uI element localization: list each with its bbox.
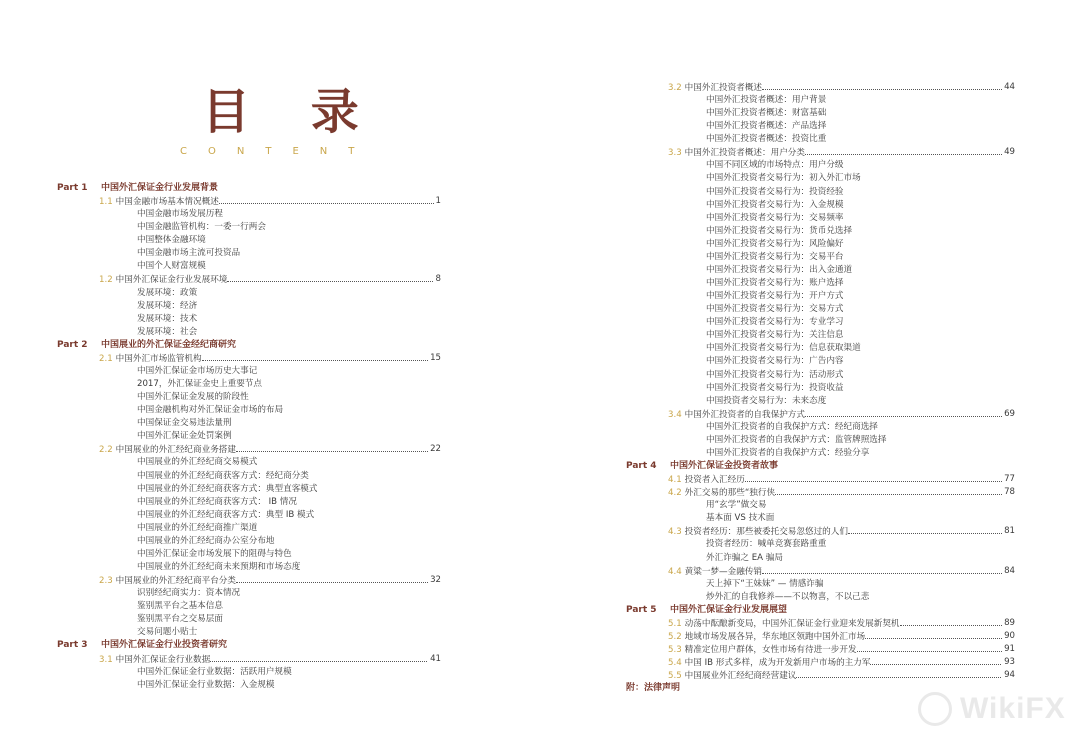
toc-section-entry[interactable] xyxy=(668,408,1015,421)
sub-item-text: 投资者经历：喊单竞赛套路重重 xyxy=(706,539,827,550)
sub-item-text: 中国外汇投资者交易行为：投资收益 xyxy=(706,382,844,393)
part-label: Part 1 xyxy=(57,183,88,193)
section-title: 动荡中酝酿新变局，中国外汇保证金行业迎来发展新契机 xyxy=(684,618,900,629)
sub-item-text: 发展环境：社会 xyxy=(137,326,198,337)
toc-sub-item xyxy=(137,509,314,522)
sub-item-text: 中国展业的外汇经纪商获客方式： IB 情况 xyxy=(137,496,297,507)
dot-leader xyxy=(762,565,1002,574)
page-number: 91 xyxy=(1004,644,1015,654)
toc-sub-item xyxy=(706,342,861,355)
page-number: 41 xyxy=(430,653,441,664)
toc-sub-item xyxy=(706,578,824,591)
toc-sub-item xyxy=(706,199,844,212)
toc-sub-item xyxy=(137,300,197,313)
page-number: 94 xyxy=(1004,670,1015,681)
toc-section-entry[interactable] xyxy=(668,630,1015,643)
sub-item-text: 2017，外汇保证金史上重要节点 xyxy=(137,379,262,390)
toc-sub-item xyxy=(706,499,766,512)
toc-sub-item xyxy=(137,561,300,574)
section-number: 1.1 xyxy=(99,197,113,208)
dot-leader xyxy=(236,443,428,452)
sub-item-text: 中国外汇投资者交易行为：交易频率 xyxy=(706,212,844,223)
sub-item-text: 识别经纪商实力：资本情况 xyxy=(137,588,241,599)
dot-leader xyxy=(202,352,428,361)
toc-sub-item xyxy=(137,378,262,391)
sub-item-text: 中国外汇投资者交易行为：信息获取渠道 xyxy=(706,343,861,354)
sub-item-text: 中国外汇保证金市场发展下的阻碍与特色 xyxy=(137,548,292,559)
toc-part-heading[interactable] xyxy=(626,682,681,695)
sub-item-text: 交易问题小贴士 xyxy=(137,627,198,638)
sub-item-text: 用“玄学”做交易 xyxy=(706,500,767,511)
toc-sub-item xyxy=(137,548,292,561)
page-title: 目 录 xyxy=(202,84,381,140)
section-number: 3.4 xyxy=(668,409,682,420)
toc-sub-item xyxy=(137,287,197,300)
sub-item-text: 中国外汇保证金市场历史大事记 xyxy=(137,365,258,376)
sub-item-text: 外汇诈骗之 EA 骗局 xyxy=(706,552,783,563)
toc-sub-item xyxy=(706,538,826,551)
section-number: 4.3 xyxy=(668,527,682,538)
sub-item-text: 中国外汇投资者交易行为：专业学习 xyxy=(706,317,844,328)
toc-section-entry[interactable] xyxy=(668,669,1015,682)
sub-item-text: 中国展业的外汇经纪商办公室分布地 xyxy=(137,535,275,546)
section-title: 投资者入汇经历 xyxy=(684,475,745,486)
sub-item-text: 中国金融监管机构：一委一行两会 xyxy=(137,222,266,233)
sub-item-text: 天上掉下“王妹妹” — 情感诈骗 xyxy=(706,578,824,589)
toc-section-entry[interactable] xyxy=(668,565,1015,578)
part-label: Part 3 xyxy=(57,640,88,651)
sub-item-text: 中国外汇保证金处罚案例 xyxy=(137,431,232,442)
toc-sub-item xyxy=(137,613,223,626)
toc-sub-item xyxy=(706,355,844,368)
sub-item-text: 中国外汇保证金发展的阶段性 xyxy=(137,392,249,403)
toc-sub-item xyxy=(137,417,232,430)
toc-sub-item xyxy=(706,303,844,316)
watermark xyxy=(918,690,1068,730)
toc-sub-item xyxy=(137,679,275,692)
toc-sub-item xyxy=(706,290,844,303)
toc-section-entry[interactable] xyxy=(668,81,1015,94)
sub-item-text: 中国展业的外汇经纪商未来预期和市场态度 xyxy=(137,562,301,573)
toc-section-entry[interactable] xyxy=(99,195,441,208)
page-number: 90 xyxy=(1004,630,1015,641)
sub-item-text: 中国外汇投资者概述：产品选择 xyxy=(706,121,827,132)
sub-item-text: 中国外汇投资者交易行为：账户选择 xyxy=(706,278,844,289)
section-number: 5.1 xyxy=(668,618,682,629)
page-number: 32 xyxy=(430,575,441,586)
sub-item-text: 中国展业的外汇经纪商获客方式：典型直客模式 xyxy=(137,483,318,494)
section-title: 中国外汇保证金行业发展环境 xyxy=(115,275,228,286)
page-number: 69 xyxy=(1004,408,1015,419)
toc-sub-item xyxy=(137,522,257,535)
sub-item-text: 中国外汇投资者交易行为：风险偏好 xyxy=(706,238,844,249)
toc-section-entry[interactable] xyxy=(99,443,441,456)
toc-section-entry[interactable] xyxy=(99,574,441,587)
dot-leader xyxy=(870,656,1001,665)
dot-leader xyxy=(227,273,433,282)
sub-item-text: 中国金融机构对外汇保证金市场的布局 xyxy=(137,405,284,416)
dot-leader xyxy=(762,81,1002,90)
dot-leader xyxy=(745,473,1002,482)
sub-item-text: 中国展业的外汇经纪商获客方式：经纪商分类 xyxy=(137,470,309,481)
toc-sub-item xyxy=(137,313,197,326)
toc-sub-item xyxy=(137,365,257,378)
part-title: 中国外汇保证金行业投资者研究 xyxy=(101,640,228,651)
toc-sub-item xyxy=(706,512,774,525)
section-title: 中国展业的外汇经纪商平台分类 xyxy=(115,576,236,587)
sub-item-text: 中国保证金交易违法量刑 xyxy=(137,418,232,429)
page-number: 81 xyxy=(1004,526,1015,537)
toc-sub-item xyxy=(137,496,297,509)
toc-section-entry[interactable] xyxy=(668,525,1015,538)
sub-item-text: 中国外汇投资者的自我保护方式：监管牌照选择 xyxy=(706,434,887,445)
dot-leader xyxy=(900,617,1002,626)
sub-item-text: 中国外汇投资者的自我保护方式：经纪商选择 xyxy=(706,421,878,432)
section-number: 4.4 xyxy=(668,566,682,577)
sub-item-text: 中国外汇投资者概述：投资比重 xyxy=(706,134,827,145)
toc-part-heading[interactable] xyxy=(57,182,218,195)
sub-item-text: 中国外汇投资者交易行为：交易平台 xyxy=(706,251,844,262)
sub-item-text: 中国展业的外汇经纪商获客方式：典型 IB 模式 xyxy=(137,509,315,520)
toc-sub-item xyxy=(137,587,240,600)
toc-sub-item xyxy=(706,395,826,408)
section-number: 1.2 xyxy=(99,275,113,286)
section-number: 4.2 xyxy=(668,488,682,499)
toc-sub-item xyxy=(137,626,197,639)
sub-item-text: 中国外汇投资者交易行为：关注信息 xyxy=(706,330,844,341)
part-title: 中国外汇保证金行业发展背景 xyxy=(101,183,219,193)
toc-sub-item xyxy=(137,247,240,260)
watermark-logo-icon xyxy=(918,692,952,726)
sub-item-text: 中国投资者交易行为：未来态度 xyxy=(706,395,827,406)
page-number: 44 xyxy=(1004,82,1015,92)
page-number: 15 xyxy=(430,352,441,363)
page-subtitle: CONTENT xyxy=(180,146,376,157)
part-label: 附：法律声明 xyxy=(626,683,681,694)
toc-sub-item xyxy=(706,369,844,382)
toc-sub-item xyxy=(137,456,257,469)
toc-sub-item xyxy=(137,326,197,339)
sub-item-text: 中国外汇投资者交易行为：货币兑选择 xyxy=(706,225,853,236)
toc-sub-item xyxy=(706,107,826,120)
page-number: 8 xyxy=(435,274,441,285)
sub-item-text: 中国外汇投资者的自我保护方式：经验分享 xyxy=(706,447,870,458)
section-number: 2.3 xyxy=(99,576,113,587)
toc-sub-item xyxy=(137,404,283,417)
page-number: 22 xyxy=(430,444,441,455)
page-number: 49 xyxy=(1004,147,1015,158)
section-number: 3.2 xyxy=(668,83,682,93)
section-number: 5.2 xyxy=(668,631,682,642)
toc-sub-item xyxy=(706,434,886,447)
part-label: Part 2 xyxy=(57,339,88,350)
sub-item-text: 发展环境：技术 xyxy=(137,313,198,324)
dot-leader xyxy=(775,486,1002,495)
toc-sub-item xyxy=(706,382,844,395)
page-number: 77 xyxy=(1004,474,1015,485)
toc-part-heading[interactable] xyxy=(57,639,227,652)
sub-item-text: 中国不同区域的市场特点：用户分级 xyxy=(706,160,844,171)
sub-item-text: 中国整体金融环境 xyxy=(137,235,206,246)
dot-leader xyxy=(219,195,434,204)
part-title: 中国外汇保证金投资者故事 xyxy=(670,461,779,472)
section-title: 外汇交易的那些“独行侠 xyxy=(684,488,776,499)
toc-sub-item xyxy=(706,238,844,251)
dot-leader xyxy=(865,630,1002,639)
sub-item-text: 中国个人财富规模 xyxy=(137,261,206,272)
section-title: 中国 IB 形式多样，成为开发新用户市场的主力军 xyxy=(684,658,871,669)
toc-section-entry[interactable] xyxy=(99,653,441,666)
sub-item-text: 中国外汇投资者交易行为：广告内容 xyxy=(706,356,844,367)
toc-sub-item xyxy=(706,552,783,565)
toc-sub-item xyxy=(706,225,852,238)
toc-sub-item xyxy=(706,186,844,199)
toc-sub-item xyxy=(706,94,826,107)
section-number: 2.2 xyxy=(99,445,113,456)
toc-section-entry[interactable] xyxy=(668,146,1015,159)
section-title: 中国外汇保证金行业数据 xyxy=(115,654,211,665)
toc-sub-item xyxy=(706,133,826,146)
page-number: 78 xyxy=(1004,487,1015,498)
sub-item-text: 中国外汇投资者交易行为：开户方式 xyxy=(706,291,844,302)
toc-sub-item xyxy=(706,591,869,604)
sub-item-text: 鉴别黑平台之基本信息 xyxy=(137,601,223,612)
sub-item-text: 炒外汇的自我修养——不以物喜，不以己悲 xyxy=(706,591,870,602)
sub-item-text: 中国外汇保证金行业数据：入金规模 xyxy=(137,679,275,690)
page-number: 1 xyxy=(435,196,441,207)
section-title: 投资者经历：那些被委托交易忽悠过的人们 xyxy=(684,527,848,538)
toc-section-entry[interactable] xyxy=(668,643,1015,656)
dot-leader xyxy=(805,408,1002,417)
toc-sub-item xyxy=(706,251,844,264)
part-label: Part 4 xyxy=(626,461,657,472)
section-title: 地域市场发展各异，华东地区领跑中国外汇市场 xyxy=(684,631,866,642)
section-number: 3.3 xyxy=(668,148,682,159)
sub-item-text: 中国外汇投资者交易行为：初入外汇市场 xyxy=(706,173,861,184)
section-title: 中国外汇投资者的自我保护方式 xyxy=(684,409,805,420)
toc-part-heading[interactable] xyxy=(626,460,778,473)
section-number: 5.4 xyxy=(668,658,682,669)
sub-item-text: 中国外汇保证金行业数据：活跃用户规模 xyxy=(137,666,292,677)
page-number: 89 xyxy=(1004,617,1015,628)
toc-sub-item xyxy=(137,234,206,247)
toc-section-entry[interactable] xyxy=(668,486,1015,499)
sub-item-text: 发展环境：经济 xyxy=(137,300,198,311)
sub-item-text: 中国外汇投资者概述：财富基础 xyxy=(706,108,827,119)
toc-sub-item xyxy=(706,277,844,290)
toc-sub-item xyxy=(137,260,206,273)
section-title: 精准定位用户群体，女性市场有待进一步开发 xyxy=(684,645,857,655)
sub-item-text: 基本面 VS 技术面 xyxy=(706,513,775,524)
dot-leader xyxy=(857,643,1002,652)
part-title: 中国展业的外汇保证金经纪商研究 xyxy=(101,339,237,350)
dot-leader xyxy=(796,669,1001,678)
section-title: 中国外汇投资者概述：用户分类 xyxy=(684,148,805,159)
toc-sub-item xyxy=(137,391,249,404)
toc-section-entry[interactable] xyxy=(99,273,441,286)
section-title: 中国金融市场基本情况概述 xyxy=(115,197,219,208)
sub-item-text: 中国外汇投资者交易行为：交易方式 xyxy=(706,304,844,315)
dot-leader xyxy=(848,525,1002,534)
toc-part-heading[interactable] xyxy=(57,339,236,352)
toc-sub-item xyxy=(706,329,844,342)
sub-item-text: 中国金融市场主流可投资品 xyxy=(137,248,241,259)
toc-sub-item xyxy=(137,208,223,221)
sub-item-text: 中国外汇投资者概述：用户背景 xyxy=(706,95,827,106)
section-number: 2.1 xyxy=(99,353,113,364)
section-number: 4.1 xyxy=(668,475,682,486)
dot-leader xyxy=(210,653,427,662)
section-number: 5.3 xyxy=(668,645,682,655)
toc-part-heading[interactable] xyxy=(626,604,787,617)
section-title: 中国外汇投资者概述 xyxy=(684,83,763,93)
toc-sub-item xyxy=(706,316,844,329)
sub-item-text: 中国展业的外汇经纪商交易模式 xyxy=(137,457,258,468)
section-title: 中国外汇市场监管机构 xyxy=(115,353,202,364)
section-title: 中国展业的外汇经纪商业务搭建 xyxy=(115,445,236,456)
dot-leader xyxy=(805,146,1002,155)
dot-leader xyxy=(236,574,428,583)
toc-sub-item xyxy=(137,430,232,443)
toc-sub-item xyxy=(706,159,844,172)
toc-sub-item xyxy=(137,470,309,483)
page-number: 84 xyxy=(1004,565,1015,576)
toc-section-entry[interactable] xyxy=(668,617,1015,630)
toc-sub-item xyxy=(137,600,223,613)
sub-item-text: 发展环境：政策 xyxy=(137,287,198,298)
toc-sub-item xyxy=(706,120,826,133)
sub-item-text: 中国外汇投资者交易行为：入金规模 xyxy=(706,199,844,210)
sub-item-text: 中国金融市场发展历程 xyxy=(137,209,223,220)
toc-sub-item xyxy=(137,221,266,234)
toc-sub-item xyxy=(137,535,275,548)
sub-item-text: 中国外汇投资者交易行为：出入金通道 xyxy=(706,264,853,275)
sub-item-text: 中国外汇投资者交易行为：投资经验 xyxy=(706,186,844,197)
toc-sub-item xyxy=(706,172,861,185)
page-number: 93 xyxy=(1004,657,1015,668)
toc-sub-item xyxy=(706,421,878,434)
toc-section-entry[interactable] xyxy=(99,352,441,365)
toc-sub-item xyxy=(706,447,869,460)
section-title: 中国展业外汇经纪商经营建议 xyxy=(684,671,797,682)
toc-sub-item xyxy=(706,264,852,277)
section-title: 黄粱一梦—金融传销 xyxy=(684,566,763,577)
toc-sub-item xyxy=(706,212,844,225)
part-title: 中国外汇保证金行业发展展望 xyxy=(670,604,788,615)
section-number: 3.1 xyxy=(99,654,113,665)
toc-section-entry[interactable] xyxy=(668,473,1015,486)
section-number: 5.5 xyxy=(668,671,682,682)
watermark-text: WikiFX xyxy=(960,692,1066,725)
part-label: Part 5 xyxy=(626,604,657,615)
sub-item-text: 中国外汇投资者交易行为：活动形式 xyxy=(706,369,844,380)
toc-section-entry[interactable] xyxy=(668,656,1015,669)
toc-sub-item xyxy=(137,666,292,679)
sub-item-text: 鉴别黑平台之交易层面 xyxy=(137,614,223,625)
toc-sub-item xyxy=(137,483,317,496)
sub-item-text: 中国展业的外汇经纪商推广渠道 xyxy=(137,522,258,533)
